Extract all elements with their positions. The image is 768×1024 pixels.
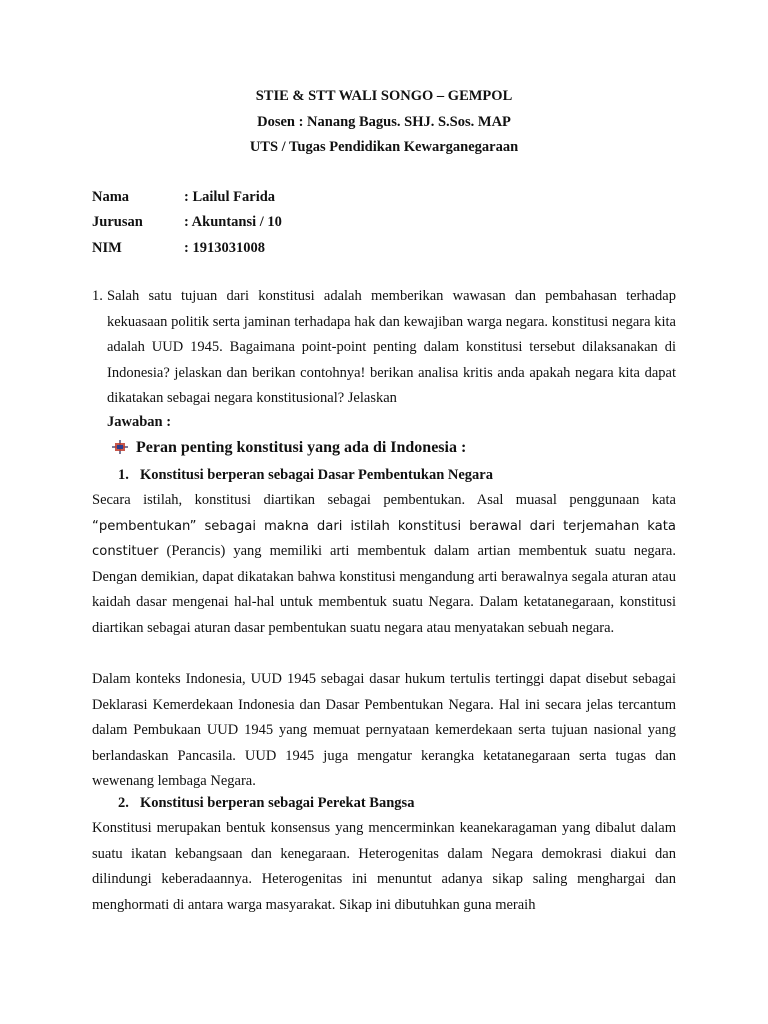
section-heading-2 <box>118 795 414 811</box>
paragraph-1-sans-text: “pembentukan” sebagai makna dari istilah konstitusi berawal dari terjemahan kata constituer <box>92 518 676 560</box>
section-number: 2. <box>118 795 129 811</box>
bullet-heading-text: Peran penting konstitusi yang ada di Indonesia : <box>136 439 467 456</box>
section-heading-1 <box>118 467 493 483</box>
question-number: 1. <box>92 288 103 304</box>
answer-label: Jawaban : <box>107 414 172 430</box>
assignment-title: UTS / Tugas Pendidikan Kewarganegaraan <box>249 139 519 155</box>
info-value: : Lailul Farida <box>184 189 276 205</box>
bullet-heading <box>112 439 466 457</box>
question-block <box>92 284 676 412</box>
pushpin-icon <box>112 440 128 454</box>
paragraph-1-text-a: Secara istilah, konstitusi diartikan sebagai pembentukan. Asal muasal penggunaan kata <box>92 492 676 508</box>
info-label: Jurusan <box>92 214 143 230</box>
institution-title: STIE & STT WALI SONGO – GEMPOL <box>255 88 513 104</box>
info-value: : 1913031008 <box>184 240 265 256</box>
info-value: : Akuntansi / 10 <box>184 214 282 230</box>
section-title: Konstitusi berperan sebagai Dasar Pembentukan Negara <box>140 467 493 483</box>
info-label: NIM <box>92 240 122 256</box>
paragraph-2: Dalam konteks Indonesia, UUD 1945 sebagai dasar hukum tertulis tertinggi dapat disebut sebagai Deklarasi Kemerdekaan Indonesia dan Dasar Pembentukan Negara. Hal ini secara jelas tercantum dalam Pembukaan UUD 1945 yang memuat pernyataan kemerdekaan serta tujuan nasional yang berlandaskan Pancasila. UUD 1945 juga mengatur kerangka ketatanegaraan serta tugas dan wewenang lembaga Negara. <box>92 671 676 790</box>
section-number: 1. <box>118 467 129 483</box>
paragraph-1-text-b: (Perancis) yang memiliki arti membentuk dalam artian membentuk suatu negara. Dengan demikian, dapat dikatakan bahwa konstitusi mengandung arti berawalnya segala aturan atau kaidah dasar mengenai hal-hal untuk membentuk suatu Negara. Dalam ketatanegaraan, konstitusi diartikan sebagai aturan dasar pembentukan suatu negara atau menyatakan sebuah negara. <box>92 543 676 636</box>
question-text: Salah satu tujuan dari konstitusi adalah memberikan wawasan dan pembahasan terhadap kekuasaan politik serta jaminan terhadapa hak dan kewajiban warga negara. konstitusi negara kita adalah UUD 1945. Bagaimana point-point penting dalam konstitusi tersebut dilaksanakan di Indonesia? jelaskan dan berikan contohnya! berikan analisa kritis anda apakah negara kita dapat dikatakan sebagai negara konstitusional? Jelaskan <box>107 288 676 407</box>
paragraph-3: Konstitusi merupakan bentuk konsensus yang mencerminkan keanekaragaman yang dibalut dalam suatu ikatan kebangsaan dan kenegaraan. Heterogenitas dalam Negara demokrasi diakui dan dilindungi keberadaannya. Heterogenitas ini menuntut adanya sikap saling menghargai dan menghormati di antara warga masyarakat. Sikap ini dibutuhkan guna meraih <box>92 820 676 913</box>
lecturer-line: Dosen : Nanang Bagus. SHJ. S.Sos. MAP <box>257 114 511 130</box>
info-label: Nama <box>92 189 130 205</box>
paragraph-1 <box>92 488 676 642</box>
section-title: Konstitusi berperan sebagai Perekat Bangsa <box>140 795 415 811</box>
